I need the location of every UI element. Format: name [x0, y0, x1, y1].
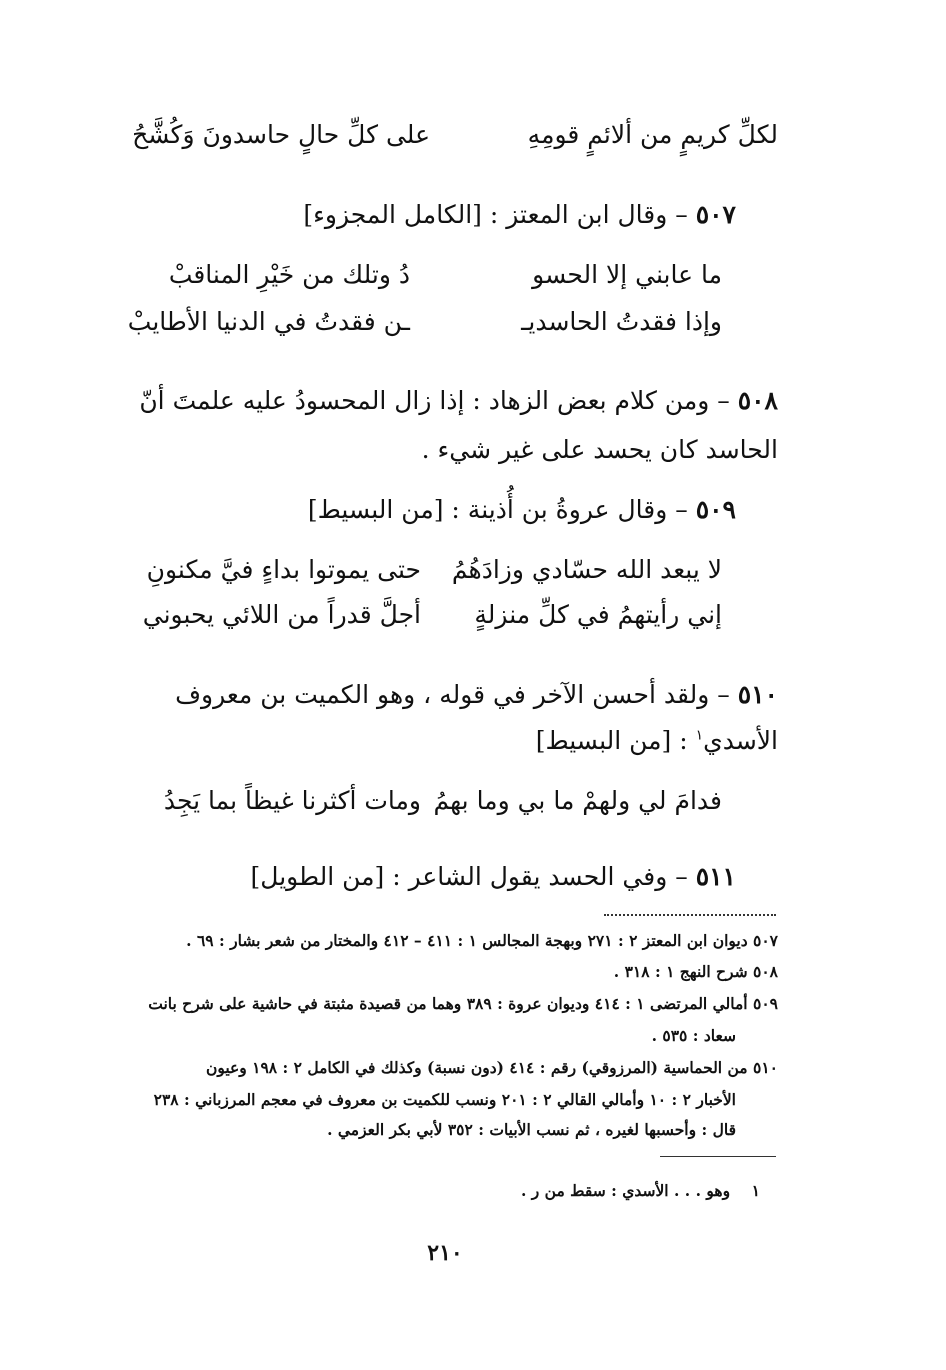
source-note-number: ٥٠٧ — [753, 931, 778, 950]
verse-hemistich-left: حتى يموتوا بداءٍ فيَّ مكنونِ — [146, 555, 421, 584]
source-note-line: الأخبار ٢ : ١٠ وأمالي القالي ٢ : ٢٠١ ونسب للكميت بن معروف في معجم المرزباني : ٢٣٨ — [153, 1090, 736, 1109]
entry-text: : [من البسيط] — [535, 726, 688, 755]
entry-number: ٥٠٨ — [737, 386, 778, 415]
entry-heading-text: وفي الحسد يقول الشاعر : [من الطويل] — [250, 862, 668, 891]
entry-heading-text: وقال عروةُ بن أُذينة : [من البسيط] — [307, 495, 668, 524]
verse-hemistich-right: وإذا فقدتُ الحاسديـ — [521, 307, 722, 336]
source-note-number: ٥٠٩ — [753, 994, 778, 1013]
footnote-separator — [660, 1156, 776, 1157]
entry-paragraph-line: الحاسد كان يحسد على غير شيء . — [421, 435, 778, 464]
verse-hemistich-right: إني رأيتهمُ في كلِّ منزلةٍ — [474, 600, 722, 629]
source-note — [614, 962, 778, 981]
footnote-separator — [604, 914, 776, 916]
entry-text: ولقد أحسن الآخر في قوله ، وهو الكميت بن معروف — [175, 680, 710, 709]
entry-heading: ٥٠٧ – وقال ابن المعتز : [الكامل المجزوء] — [303, 200, 736, 229]
entry-paragraph-line — [536, 726, 778, 755]
verse-hemistich-left: ومات أكثرنا غيظاً بما يَجِدُ — [163, 786, 421, 815]
entry-paragraph-line: ٥٠٨ – ومن كلام بعض الزهاد : إذا زال المحسودُ عليه علمتَ أنّ — [139, 386, 778, 415]
entry-number: ٥١١ — [695, 862, 736, 891]
verse-hemistich-right: لا يبعد الله حسّادي وزادَهُمُ — [451, 555, 722, 584]
page-number: ٢١٠ — [427, 1240, 463, 1266]
entry-text: الأسدي — [703, 726, 778, 755]
source-note-text: أمالي المرتضى ١ : ٤١٤ وديوان عروة : ٣٨٩ وهما من قصيدة مثبتة في حاشية على شرح بانت — [148, 994, 748, 1013]
source-note-text: من الحماسية (المرزوقي) رقم : ٤١٤ (دون نسبة) وكذلك في الكامل ٢ : ١٩٨ وعيون — [205, 1058, 748, 1077]
source-note — [206, 1058, 778, 1077]
footnote-number: ١ — [751, 1181, 760, 1200]
entry-heading-text: وقال ابن المعتز : [الكامل المجزوء] — [303, 200, 668, 229]
footnote — [521, 1181, 760, 1200]
entry-heading: ٥٠٩ – وقال عروةُ بن أُذينة : [من البسيط] — [307, 495, 736, 524]
footnote-marker: ١ — [695, 727, 704, 744]
entry-number: ٥٠٩ — [695, 495, 736, 524]
source-note — [186, 931, 778, 950]
entry-heading: ٥١١ – وفي الحسد يقول الشاعر : [من الطويل] — [250, 862, 736, 891]
entry-paragraph-line: ٥١٠ – ولقد أحسن الآخر في قوله ، وهو الكميت بن معروف — [175, 680, 778, 709]
verse-hemistich-right: ما عابني إلا الحسو — [532, 260, 722, 289]
entry-number: ٥١٠ — [737, 680, 778, 709]
source-note-line: سعاد : ٥٣٥ . — [651, 1026, 736, 1045]
footnote-text: وهو . . . الأسدي : سقط من ر . — [520, 1181, 731, 1200]
verse-hemistich-right: لكلِّ كريمٍ من ألائمٍ قومِهِ — [527, 120, 778, 149]
verse-hemistich-left: ـن فقدتُ في الدنيا الأطايبْ — [127, 307, 410, 336]
source-note-text: ديوان ابن المعتز ٢ : ٢٧١ وبهجة المجالس ١ : ٤١١ – ٤١٢ والمختار من شعر بشار : ٦٩ . — [186, 931, 748, 950]
verse-hemistich-right: فدامَ لي ولهمْ ما بي وما بهمُ — [433, 786, 722, 815]
source-note-line: قال : وأحسبها لغيره ، ثم نسب الأبيات : ٣٥٢ لأبي بكر العزمي . — [327, 1120, 736, 1139]
entry-text: ومن كلام بعض الزهاد : إذا زال المحسودُ عليه علمتَ أنّ — [139, 386, 710, 415]
source-note-number: ٥٠٨ — [753, 962, 778, 981]
source-note-number: ٥١٠ — [753, 1058, 778, 1077]
source-note — [148, 994, 778, 1013]
verse-hemistich-left: دُ وتلك من خَيْرِ المناقبْ — [168, 260, 410, 289]
verse-hemistich-left: أجلَّ قدراً من اللائي يحبوني — [142, 600, 421, 629]
entry-number: ٥٠٧ — [695, 200, 736, 229]
verse-hemistich-left: على كلِّ حالٍ حاسدونَ وَكُشَّحُ — [132, 120, 430, 149]
source-note-text: شرح النهج ١ : ٣١٨ . — [613, 962, 748, 981]
